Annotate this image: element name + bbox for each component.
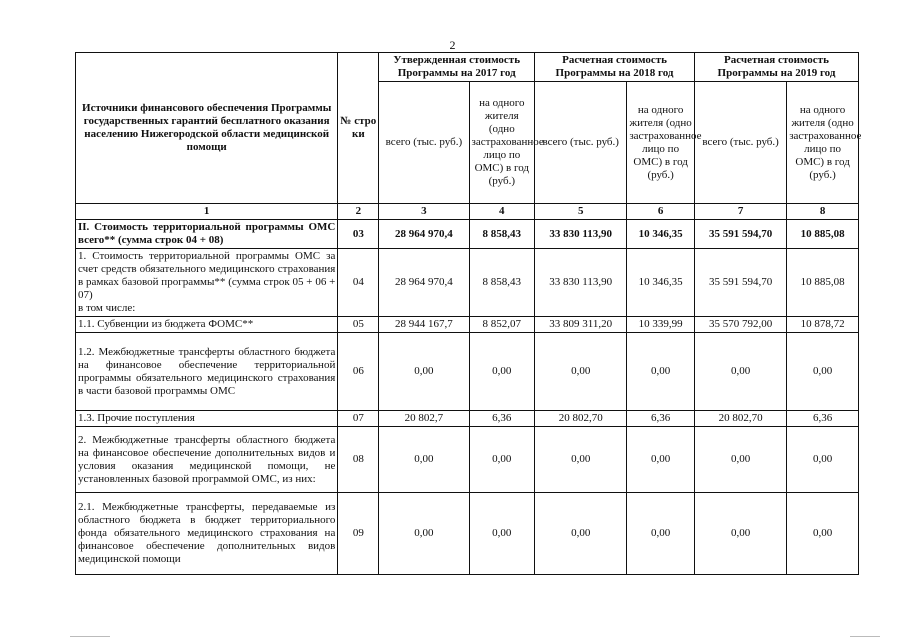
- cell-total: 28 964 970,4: [379, 220, 469, 249]
- cell-total: 28 944 167,7: [379, 317, 469, 333]
- cell-per-capita: 10 885,08: [787, 249, 859, 317]
- header-row-number: № стро ки: [338, 53, 379, 204]
- cell-total: 20 802,70: [535, 411, 627, 427]
- table-row: [76, 411, 859, 427]
- cell-total: 33 830 113,90: [535, 220, 627, 249]
- table-body: [76, 220, 859, 575]
- table-row: [76, 220, 859, 249]
- cell-total: 0,00: [694, 333, 786, 411]
- row-code: 08: [338, 427, 379, 493]
- column-number: 8: [787, 204, 859, 220]
- column-number: 1: [76, 204, 338, 220]
- cell-total: 35 591 594,70: [694, 249, 786, 317]
- cell-per-capita: 0,00: [469, 427, 535, 493]
- table-header: [76, 53, 862, 220]
- row-source-label: [76, 220, 338, 249]
- cell-per-capita: 0,00: [469, 333, 535, 411]
- column-number: 6: [627, 204, 695, 220]
- cell-per-capita: 8 852,07: [469, 317, 535, 333]
- table-row: [76, 493, 859, 575]
- cell-per-capita: 10 878,72: [787, 317, 859, 333]
- header-total-2017: всего (тыс. руб.): [379, 82, 469, 204]
- cell-per-capita: 0,00: [787, 333, 859, 411]
- row-label-text: 2.1. Межбюджетные трансферты, передаваемые из областного бюджета в бюджет территориального фонда обязательного медицинского страхования на финансовое обеспечение дополнительных видов медицинской помощи: [78, 501, 336, 565]
- cell-total: 33 809 311,20: [535, 317, 627, 333]
- header-total-2019: всего (тыс. руб.): [694, 82, 786, 204]
- row-label-text: 1.2. Межбюджетные трансферты областного бюджета на финансовое обеспечение территориальной программы обязательного медицинского страхования в части базовой программы ОМС: [78, 345, 336, 397]
- cell-per-capita: 0,00: [627, 493, 695, 575]
- cell-per-capita: 10 346,35: [627, 249, 695, 317]
- cell-per-capita: 6,36: [787, 411, 859, 427]
- row-label-text: 1.1. Субвенции из бюджета ФОМС**: [78, 318, 254, 330]
- header-per-capita-2019: на одного жителя (одно застрахованное лицо по ОМС) в год (руб.): [787, 82, 859, 204]
- cell-total: 35 570 792,00: [694, 317, 786, 333]
- cell-total: 33 830 113,90: [535, 249, 627, 317]
- row-code: 05: [338, 317, 379, 333]
- cell-per-capita: 0,00: [787, 493, 859, 575]
- cell-per-capita: 10 346,35: [627, 220, 695, 249]
- cell-total: 0,00: [694, 427, 786, 493]
- column-number-row: [76, 204, 859, 220]
- cell-total: 0,00: [535, 427, 627, 493]
- row-sublabel: в том числе:: [78, 302, 136, 314]
- header-period-2019: Расчетная стоимость Программы на 2019 год: [694, 53, 858, 82]
- cell-total: 28 964 970,4: [379, 249, 469, 317]
- column-number: 7: [694, 204, 786, 220]
- row-label-text: 2. Межбюджетные трансферты областного бюджета на финансовое обеспечение дополнительных видов и условия оказания медицинской помощи, не установленных базовой программой ОМС, из них:: [78, 433, 336, 485]
- cell-total: 0,00: [379, 333, 469, 411]
- column-number: 2: [338, 204, 379, 220]
- cell-total: 0,00: [379, 493, 469, 575]
- cell-per-capita: 10 885,08: [787, 220, 859, 249]
- table-row: [76, 317, 859, 333]
- table-row: [76, 249, 859, 317]
- cell-per-capita: 0,00: [627, 427, 695, 493]
- cell-total: 20 802,70: [694, 411, 786, 427]
- row-source-label: [76, 317, 338, 333]
- header-total-2018: всего (тыс. руб.): [535, 82, 627, 204]
- header-period-2018: Расчетная стоимость Программы на 2018 год: [535, 53, 695, 82]
- row-label-text: 1.3. Прочие поступления: [78, 412, 195, 424]
- cell-per-capita: 8 858,43: [469, 220, 535, 249]
- cell-total: 0,00: [535, 493, 627, 575]
- budget-table: [75, 52, 862, 575]
- header-source: Источники финансового обеспечения Программы государственных гарантий бесплатного оказания населению Нижегородской области медицинской помощи: [76, 53, 338, 204]
- row-code: 07: [338, 411, 379, 427]
- cell-total: 0,00: [694, 493, 786, 575]
- cell-total: 0,00: [379, 427, 469, 493]
- cell-per-capita: 10 339,99: [627, 317, 695, 333]
- cell-per-capita: 6,36: [469, 411, 535, 427]
- column-number: 3: [379, 204, 469, 220]
- header-per-capita-2018: на одного жителя (одно застрахованное лицо по ОМС) в год (руб.): [627, 82, 695, 204]
- cell-per-capita: 6,36: [627, 411, 695, 427]
- cell-per-capita: 0,00: [787, 427, 859, 493]
- cell-per-capita: 8 858,43: [469, 249, 535, 317]
- column-number: 4: [469, 204, 535, 220]
- scan-artifact: [70, 636, 110, 637]
- cell-total: 0,00: [535, 333, 627, 411]
- row-source-label: [76, 493, 338, 575]
- cell-per-capita: 0,00: [627, 333, 695, 411]
- row-source-label: [76, 427, 338, 493]
- table-row: [76, 333, 859, 411]
- table-row: [76, 427, 859, 493]
- cell-total: 35 591 594,70: [694, 220, 786, 249]
- cell-per-capita: 0,00: [469, 493, 535, 575]
- row-code: 09: [338, 493, 379, 575]
- row-source-label: [76, 333, 338, 411]
- row-code: 04: [338, 249, 379, 317]
- header-period-2017: Утвержденная стоимость Программы на 2017 год: [379, 53, 535, 82]
- row-source-label: [76, 249, 338, 317]
- row-label-text: 1. Стоимость территориальной программы ОМС за счет средств обязательного медицинского страхования в рамках базовой программы** (сумма строк 05 + 06 + 07): [78, 250, 336, 301]
- row-code: 06: [338, 333, 379, 411]
- column-number: 5: [535, 204, 627, 220]
- scan-artifact: [850, 636, 880, 637]
- row-label-text: II. Стоимость территориальной программы ОМС всего** (сумма строк 04 + 08): [78, 221, 336, 246]
- header-per-capita-2017: на одного жителя (одно застрахованное лицо по ОМС) в год (руб.): [469, 82, 535, 204]
- page-number: 2: [449, 38, 456, 52]
- row-source-label: [76, 411, 338, 427]
- row-code: 03: [338, 220, 379, 249]
- cell-total: 20 802,7: [379, 411, 469, 427]
